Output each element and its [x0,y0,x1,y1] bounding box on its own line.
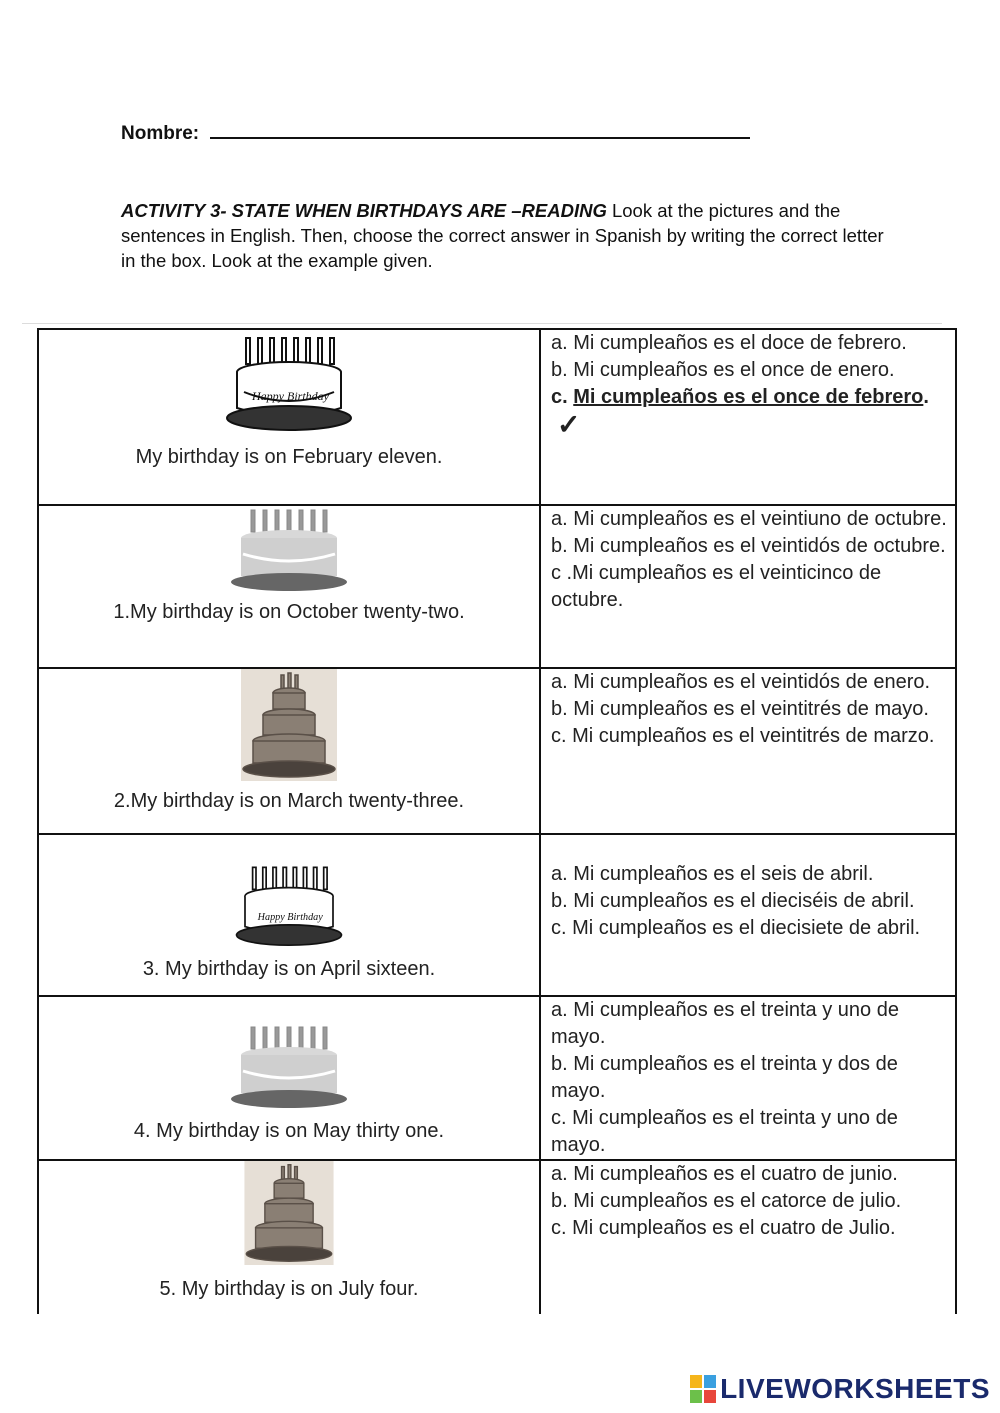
liveworksheets-logo [690,1373,990,1405]
prompt-sentence: 2.My birthday is on March twenty-three. [113,790,465,812]
option-b: b. Mi cumpleaños es el once de enero. [551,359,895,381]
option-a: a. Mi cumpleaños es el seis de abril. [551,863,874,885]
option-b: b. Mi cumpleaños es el dieciséis de abril. [551,890,915,912]
divider [22,323,942,324]
option-b: b. Mi cumpleaños es el veintitrés de mayo. [551,698,929,720]
options-cell [540,996,956,1160]
prompt-cell [38,1160,540,1314]
brand-name: LIVEWORKSHEETS [720,1373,990,1404]
liveworksheets-logo-icon [690,1375,716,1403]
tiered-cake-icon [241,1161,337,1265]
gray-candle-cake-icon [229,506,349,594]
table-row [38,996,956,1160]
options-cell [540,668,956,834]
happy-birthday-cake-icon [234,855,344,955]
activity-instructions [121,198,891,273]
prompt-sentence: 5. My birthday is on July four. [159,1278,419,1300]
option-a: a. Mi cumpleaños es el cuatro de junio. [551,1163,898,1185]
tiered-cake-icon [241,669,337,781]
table-row [38,505,956,668]
option-a: a. Mi cumpleaños es el treinta y uno de mayo. [551,999,899,1048]
prompt-cell [38,996,540,1160]
options-cell [540,505,956,668]
option-b: b. Mi cumpleaños es el catorce de julio. [551,1190,902,1212]
prompt-sentence: 1.My birthday is on October twenty-two. [113,601,465,623]
prompt-cell [38,329,540,505]
prompt-sentence: My birthday is on February eleven. [135,446,443,468]
options-cell [540,834,956,996]
correct-answer-text: Mi cumpleaños es el once de febrero [573,386,924,408]
prompt-sentence: 4. My birthday is on May thirty one. [133,1120,445,1142]
table-row [38,1160,956,1314]
table-row [38,834,956,996]
name-label: Nombre: [121,123,200,144]
option-c: c .Mi cumpleaños es el veinticinco de octubre. [551,562,882,611]
gray-candle-cake-icon [229,1021,349,1113]
option-b: b. Mi cumpleaños es el treinta y dos de mayo. [551,1053,898,1102]
option-c-prefix: c. [551,386,568,408]
svg-text:Happy Birthday: Happy Birthday [252,389,329,403]
option-b: b. Mi cumpleaños es el veintidós de octubre. [551,535,946,557]
option-c: c. Mi cumpleaños es el veintitrés de marzo. [551,725,935,747]
birthday-exercise-table [37,328,957,1314]
checkmark-icon: ✓ [557,409,581,440]
instruction-text: Look at the pictures and the sentences in English. Then, choose the correct answer in Spanish by writing the correct letter in the box. Look at the example given. [121,200,884,271]
table-row [38,329,956,505]
name-field [121,121,750,145]
name-blank-line[interactable] [210,121,750,139]
option-c: c. Mi cumpleaños es el diecisiete de abril. [551,917,921,939]
svg-text:Happy Birthday: Happy Birthday [257,911,323,923]
prompt-cell [38,834,540,996]
happy-birthday-cake-icon [224,330,354,435]
option-c-correct [551,384,951,442]
option-a: a. Mi cumpleaños es el veintiuno de octubre. [551,508,947,530]
prompt-sentence: 3. My birthday is on April sixteen. [142,958,436,980]
option-a: a. Mi cumpleaños es el doce de febrero. [551,332,907,354]
prompt-cell [38,668,540,834]
correct-answer-period: . [923,386,929,408]
options-cell [540,1160,956,1314]
prompt-cell [38,505,540,668]
option-c: c. Mi cumpleaños es el treinta y uno de mayo. [551,1107,898,1156]
option-a: a. Mi cumpleaños es el veintidós de enero. [551,671,931,693]
table-row [38,668,956,834]
options-cell [540,329,956,505]
activity-title: ACTIVITY 3- STATE WHEN BIRTHDAYS ARE –READING [121,200,607,221]
option-c: c. Mi cumpleaños es el cuatro de Julio. [551,1217,896,1239]
